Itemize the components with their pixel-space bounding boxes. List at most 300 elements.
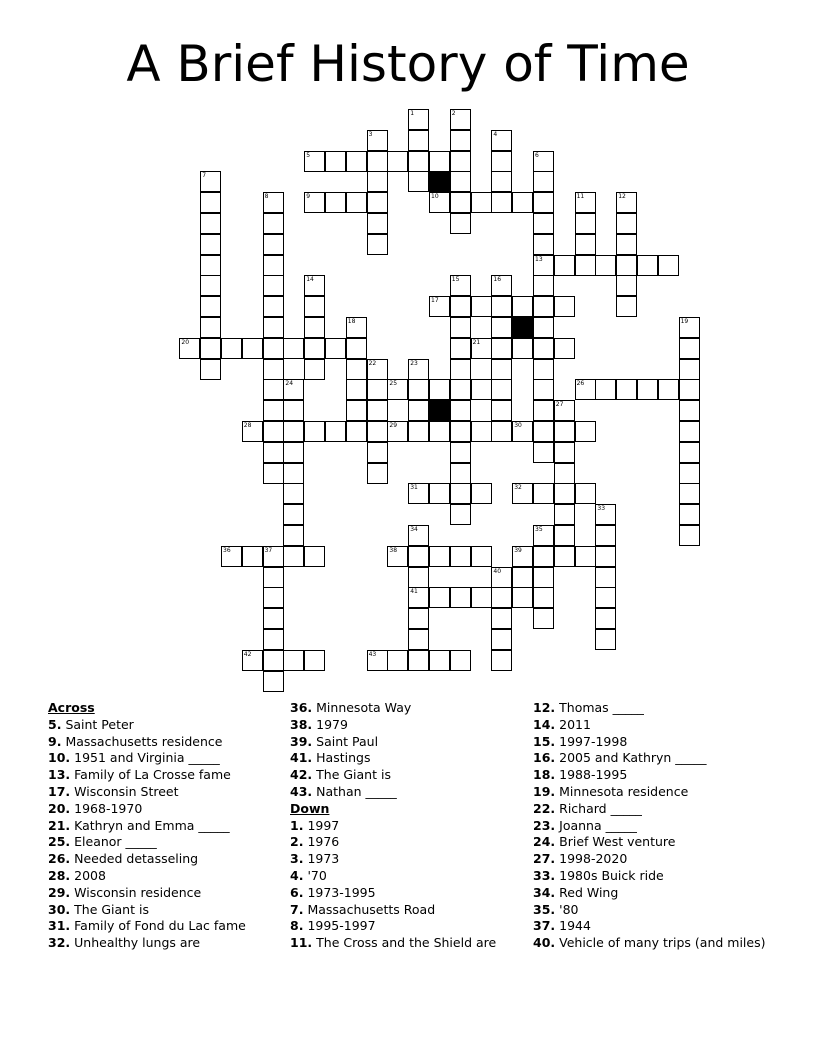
grid-cell[interactable] [512,587,533,608]
grid-cell[interactable] [283,650,304,671]
grid-cell[interactable] [679,504,700,525]
grid-cell[interactable] [367,213,388,234]
grid-cell[interactable] [554,296,575,317]
grid-cell[interactable] [575,234,596,255]
grid-cell[interactable] [679,359,700,380]
grid-cell[interactable] [263,296,284,317]
grid-cell[interactable] [450,296,471,317]
grid-cell[interactable] [200,255,221,276]
grid-cell[interactable] [325,338,346,359]
grid-cell[interactable] [450,463,471,484]
clue-text: 1968-1970 [74,800,143,816]
grid-cell[interactable] [263,421,284,442]
clue-text: 2011 [559,716,591,732]
grid-cell[interactable] [595,379,616,400]
grid-cell[interactable] [408,130,429,151]
grid-cell[interactable] [346,317,367,338]
clue-number-label: 25. [48,834,71,850]
grid-cell[interactable] [533,151,554,172]
grid-cell[interactable] [200,317,221,338]
grid-cell[interactable] [491,567,512,588]
grid-cell[interactable] [491,296,512,317]
grid-cell[interactable] [304,151,325,172]
grid-cell[interactable] [408,379,429,400]
grid-cell[interactable] [429,379,450,400]
grid-cell[interactable] [242,421,263,442]
grid-cell[interactable] [408,587,429,608]
grid-cell[interactable] [283,504,304,525]
grid-cell[interactable] [450,171,471,192]
grid-cell[interactable] [512,421,533,442]
grid-cell[interactable] [408,567,429,588]
grid-cell[interactable] [367,130,388,151]
grid-cell[interactable] [533,192,554,213]
grid-cell[interactable] [595,504,616,525]
clue-number-label: 33. [533,867,556,883]
clue-number: 39 [514,546,522,554]
grid-cell[interactable] [554,525,575,546]
grid-cell[interactable] [346,379,367,400]
grid-cell[interactable] [200,213,221,234]
grid-cell[interactable] [242,546,263,567]
grid-cell[interactable] [242,650,263,671]
grid-cell[interactable] [408,109,429,130]
grid-cell[interactable] [283,525,304,546]
clue-number: 26 [576,380,585,388]
grid-cell[interactable] [283,546,304,567]
clue-number: 41 [410,588,418,596]
grid-cell[interactable] [200,275,221,296]
grid-cell[interactable] [429,192,450,213]
grid-cell[interactable] [491,192,512,213]
grid-cell[interactable] [595,587,616,608]
grid-cell[interactable] [263,463,284,484]
grid-cell[interactable] [304,338,325,359]
clue-text: Richard _____ [559,800,642,816]
grid-cell[interactable] [491,587,512,608]
clue-number-label: 18. [533,767,556,783]
clue-number-label: 23. [533,817,556,833]
grid-cell[interactable] [263,650,284,671]
grid-cell[interactable] [595,608,616,629]
clue-text: 1995-1997 [307,918,376,934]
grid-cell[interactable] [554,400,575,421]
grid-cell[interactable] [450,421,471,442]
grid-cell[interactable] [533,359,554,380]
grid-cell[interactable] [450,379,471,400]
grid-cell[interactable] [512,296,533,317]
grid-cell[interactable] [367,650,388,671]
grid-cell[interactable] [491,317,512,338]
grid-cell[interactable] [367,192,388,213]
grid-cell[interactable] [491,151,512,172]
clue-text: 1944 [559,918,591,934]
grid-cell[interactable] [304,275,325,296]
grid-cell[interactable] [408,359,429,380]
clue-item [290,918,496,935]
grid-cell[interactable] [471,338,492,359]
clue-number-label: 17. [48,783,71,799]
grid-cell[interactable] [679,483,700,504]
grid-cell[interactable] [325,151,346,172]
grid-cell[interactable] [637,255,658,276]
grid-cell[interactable] [491,400,512,421]
grid-cell[interactable] [325,421,346,442]
grid-cell[interactable] [263,255,284,276]
grid-cell[interactable] [283,338,304,359]
grid-cell[interactable] [367,442,388,463]
clue-number: 40 [493,567,502,575]
clue-number-label: 43. [290,783,313,799]
grid-cell[interactable] [304,546,325,567]
grid-cell[interactable] [533,608,554,629]
grid-cell[interactable] [575,192,596,213]
clue-text: 2008 [74,867,106,883]
grid-cell[interactable] [533,234,554,255]
grid-cell[interactable] [554,338,575,359]
grid-cell[interactable] [304,296,325,317]
grid-cell[interactable] [263,671,284,692]
clue-number-label: 41. [290,750,313,766]
grid-cell[interactable] [283,463,304,484]
grid-cell[interactable] [450,317,471,338]
clue-number-label: 31. [48,918,71,934]
grid-cell[interactable] [616,192,637,213]
grid-cell[interactable] [263,629,284,650]
clue-text: Eleanor _____ [74,834,157,850]
clue-text: Joanna _____ [559,817,637,833]
grid-cell[interactable] [283,483,304,504]
grid-cell[interactable] [595,546,616,567]
clue-text: Nathan _____ [316,783,397,799]
grid-cell[interactable] [367,379,388,400]
grid-cell[interactable] [533,567,554,588]
clue-text: Brief West venture [559,834,676,850]
grid-cell[interactable] [450,213,471,234]
grid-cell[interactable] [554,255,575,276]
grid-cell[interactable] [554,442,575,463]
grid-cell[interactable] [450,338,471,359]
grid-cell[interactable] [616,379,637,400]
clue-number: 6 [535,151,539,159]
grid-cell[interactable] [679,338,700,359]
clue-number: 8 [264,193,269,201]
grid-cell[interactable] [533,255,554,276]
grid-cell[interactable] [450,130,471,151]
grid-cell[interactable] [367,171,388,192]
grid-cell[interactable] [450,442,471,463]
clue-number-label: 27. [533,851,556,867]
page-title: A Brief History of Time [126,35,690,93]
grid-cell[interactable] [304,192,325,213]
clue-number: 19 [680,318,689,325]
grid-cell[interactable] [200,192,221,213]
grid-cell[interactable] [387,546,408,567]
grid-cell[interactable] [408,525,429,546]
grid-cell[interactable] [512,338,533,359]
grid-cell[interactable] [533,171,554,192]
grid-cell[interactable] [471,546,492,567]
clue-item [533,750,765,767]
clue-number-label: 12. [533,700,556,715]
grid-cell[interactable] [408,608,429,629]
grid-cell[interactable] [408,400,429,421]
grid-cell[interactable] [616,255,637,276]
grid-cell[interactable] [616,234,637,255]
grid-cell[interactable] [679,400,700,421]
grid-cell[interactable] [387,151,408,172]
grid-cell[interactable] [471,483,492,504]
grid-cell[interactable] [616,213,637,234]
grid-cell[interactable] [367,400,388,421]
grid-cell[interactable] [450,483,471,504]
grid-cell[interactable] [346,421,367,442]
grid-cell[interactable] [263,275,284,296]
grid-cell[interactable] [471,421,492,442]
grid-cell[interactable] [679,317,700,338]
grid-cell[interactable] [616,275,637,296]
grid-cell[interactable] [429,587,450,608]
grid-cell[interactable] [595,255,616,276]
grid-cell[interactable] [512,483,533,504]
clue-text: Minnesota residence [559,783,689,799]
clue-number: 38 [389,546,398,554]
grid-cell[interactable] [450,650,471,671]
grid-cell[interactable] [263,359,284,380]
grid-cell[interactable] [491,379,512,400]
clue-number: 42 [243,650,252,658]
grid-cell[interactable] [533,400,554,421]
grid-cell[interactable] [304,421,325,442]
grid-cell[interactable] [533,587,554,608]
clue-item [290,851,496,868]
grid-cell[interactable] [263,567,284,588]
grid-cell[interactable] [533,275,554,296]
clue-text: Saint Peter [65,716,134,732]
clue-item [48,784,246,801]
grid-cell[interactable] [512,546,533,567]
clue-number: 12 [618,193,626,201]
grid-cell[interactable] [221,546,242,567]
grid-cell[interactable] [491,608,512,629]
grid-cell[interactable] [533,483,554,504]
grid-cell[interactable] [367,463,388,484]
grid-cell[interactable] [679,379,700,400]
clue-text: Unhealthy lungs are [74,935,201,951]
grid-cell[interactable] [429,546,450,567]
grid-cell[interactable] [387,379,408,400]
grid-cell[interactable] [533,317,554,338]
grid-cell[interactable] [304,359,325,380]
clue-item [290,750,496,767]
grid-cell[interactable] [283,421,304,442]
grid-cell[interactable] [533,525,554,546]
clue-number-label: 2. [290,834,304,850]
grid-cell[interactable] [491,650,512,671]
grid-cell[interactable] [283,400,304,421]
grid-cell[interactable] [637,379,658,400]
grid-cell[interactable] [554,504,575,525]
grid-cell[interactable] [367,151,388,172]
grid-cell[interactable] [200,234,221,255]
grid-cell[interactable] [491,359,512,380]
grid-cell[interactable] [408,546,429,567]
grid-cell[interactable] [367,421,388,442]
grid-cell[interactable] [533,213,554,234]
grid-cell[interactable] [263,400,284,421]
grid-cell[interactable] [450,192,471,213]
grid-cell[interactable] [575,546,596,567]
grid-cell[interactable] [450,275,471,296]
grid-cell[interactable] [346,338,367,359]
clue-number: 2 [451,110,456,117]
clue-item [290,902,496,919]
grid-cell[interactable] [575,255,596,276]
grid-cell[interactable] [304,650,325,671]
grid-cell[interactable] [491,338,512,359]
clue-item [48,868,246,885]
grid-cell[interactable] [263,338,284,359]
grid-cell[interactable] [491,275,512,296]
grid-cell[interactable] [533,546,554,567]
grid-cell[interactable] [263,546,284,567]
grid-cell[interactable] [533,421,554,442]
grid-cell[interactable] [450,400,471,421]
clue-number-label: 19. [533,783,556,799]
grid-cell[interactable] [679,525,700,546]
grid-cell[interactable] [450,546,471,567]
grid-cell[interactable] [346,400,367,421]
grid-cell[interactable] [450,504,471,525]
clue-item [533,767,765,784]
grid-cell[interactable] [263,587,284,608]
grid-cell[interactable] [429,421,450,442]
clue-text: 1979 [316,716,348,732]
clue-item [290,935,496,952]
black-square [512,317,533,338]
grid-cell[interactable] [554,421,575,442]
grid-cell[interactable] [533,296,554,317]
grid-cell[interactable] [387,650,408,671]
grid-cell[interactable] [200,296,221,317]
grid-cell[interactable] [595,567,616,588]
grid-cell[interactable] [533,442,554,463]
grid-cell[interactable] [616,296,637,317]
clue-text: 1976 [307,834,340,850]
grid-cell[interactable] [263,379,284,400]
grid-cell[interactable] [595,629,616,650]
grid-cell[interactable] [491,171,512,192]
clue-text: 1997-1998 [559,733,628,749]
grid-cell[interactable] [387,421,408,442]
grid-cell[interactable] [263,317,284,338]
grid-cell[interactable] [471,379,492,400]
clue-item [48,767,246,784]
grid-cell[interactable] [283,442,304,463]
grid-cell[interactable] [429,483,450,504]
grid-cell[interactable] [450,109,471,130]
grid-cell[interactable] [575,421,596,442]
grid-cell[interactable] [283,379,304,400]
grid-cell[interactable] [263,442,284,463]
grid-cell[interactable] [679,442,700,463]
clue-text: Thomas _____ [559,700,644,715]
grid-cell[interactable] [200,171,221,192]
grid-cell[interactable] [200,338,221,359]
grid-cell[interactable] [408,629,429,650]
grid-cell[interactable] [450,587,471,608]
grid-cell[interactable] [179,338,200,359]
grid-cell[interactable] [512,567,533,588]
grid-cell[interactable] [263,608,284,629]
grid-cell[interactable] [491,130,512,151]
grid-cell[interactable] [533,338,554,359]
grid-cell[interactable] [367,359,388,380]
grid-cell[interactable] [263,213,284,234]
grid-cell[interactable] [575,379,596,400]
grid-cell[interactable] [658,255,679,276]
grid-cell[interactable] [263,234,284,255]
clue-item [533,902,765,919]
grid-cell[interactable] [554,483,575,504]
grid-cell[interactable] [408,650,429,671]
grid-cell[interactable] [679,421,700,442]
grid-cell[interactable] [346,359,367,380]
grid-cell[interactable] [429,650,450,671]
grid-cell[interactable] [533,379,554,400]
clue-item [533,818,765,835]
grid-cell[interactable] [595,525,616,546]
grid-cell[interactable] [408,483,429,504]
grid-cell[interactable] [471,587,492,608]
grid-cell[interactable] [263,192,284,213]
grid-cell[interactable] [221,338,242,359]
grid-cell[interactable] [408,171,429,192]
grid-cell[interactable] [491,421,512,442]
grid-cell[interactable] [346,192,367,213]
grid-cell[interactable] [512,192,533,213]
clue-number: 4 [493,130,498,138]
grid-cell[interactable] [679,463,700,484]
grid-cell[interactable] [471,296,492,317]
across-heading: Across [48,700,95,715]
grid-cell[interactable] [554,546,575,567]
clue-item [533,834,765,851]
grid-cell[interactable] [471,192,492,213]
grid-cell[interactable] [200,359,221,380]
grid-cell[interactable] [575,483,596,504]
grid-cell[interactable] [429,151,450,172]
grid-cell[interactable] [575,213,596,234]
clue-number-label: 3. [290,851,304,867]
grid-cell[interactable] [242,338,263,359]
grid-cell[interactable] [450,151,471,172]
grid-cell[interactable] [554,463,575,484]
grid-cell[interactable] [367,234,388,255]
clue-item [290,868,496,885]
clue-item [533,801,765,818]
grid-cell[interactable] [450,359,471,380]
grid-cell[interactable] [408,421,429,442]
clue-text: The Giant is [316,767,391,783]
grid-cell[interactable] [658,379,679,400]
grid-cell[interactable] [408,151,429,172]
grid-cell[interactable] [346,151,367,172]
grid-cell[interactable] [325,192,346,213]
grid-cell[interactable] [429,296,450,317]
grid-cell[interactable] [304,317,325,338]
grid-cell[interactable] [491,629,512,650]
